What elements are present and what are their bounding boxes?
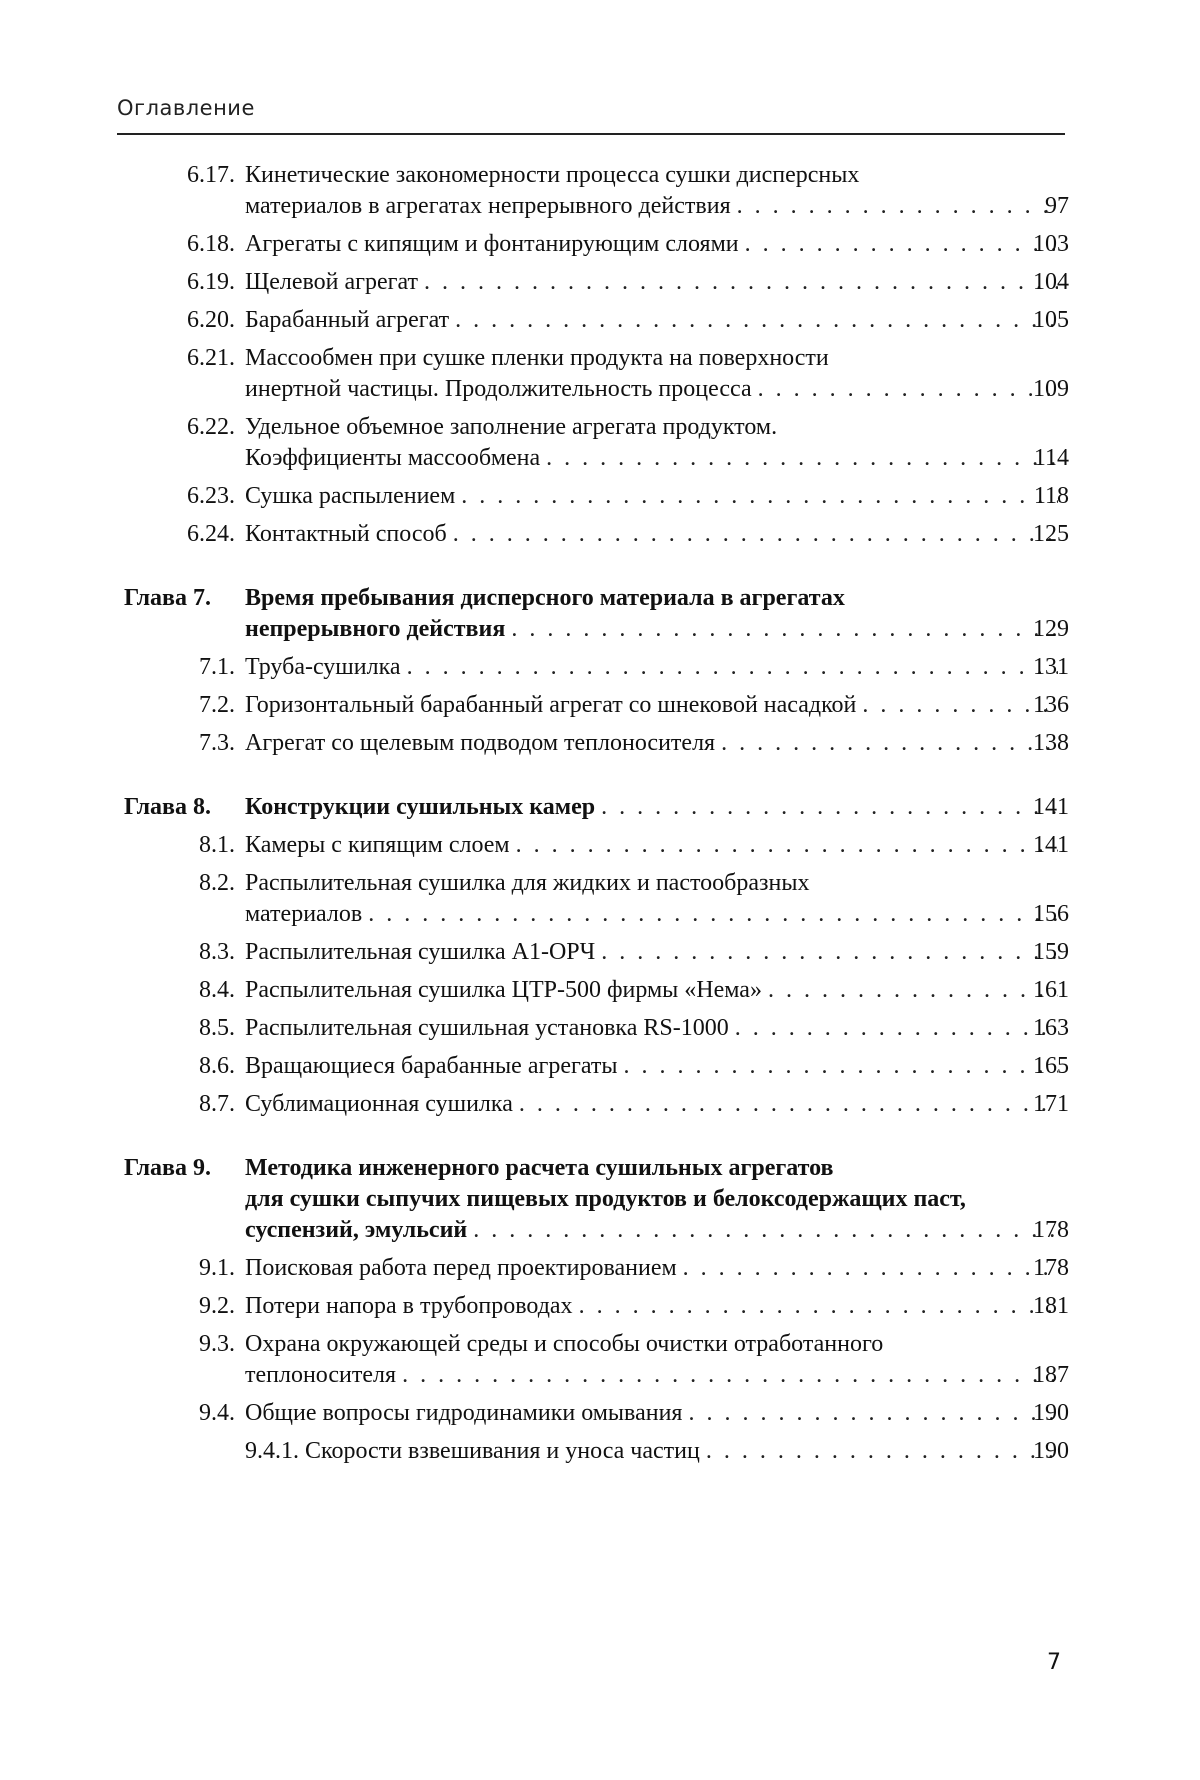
entry-title-line: Время пребывания дисперсного материала в агрегатах	[245, 585, 845, 611]
page-reference: 104	[1033, 269, 1069, 295]
entry-title-line: Сушка распылением	[245, 483, 456, 509]
page-reference: 138	[1033, 730, 1069, 756]
entry-title-line: Камеры с кипящим слоем	[245, 832, 510, 858]
leader-dots	[461, 481, 1058, 512]
entry-title-line: 9.4.1. Скорости взвешивания и уноса частиц	[245, 1438, 700, 1464]
chapter-number: Глава 9.	[124, 1155, 211, 1181]
leader-dots	[546, 443, 1058, 474]
section-number: 6.19.	[187, 269, 235, 295]
section-number: 9.2.	[199, 1293, 235, 1319]
section-number: 6.18.	[187, 231, 235, 257]
leader-dots	[453, 519, 1058, 550]
page-reference: 125	[1033, 521, 1069, 547]
page-reference: 163	[1033, 1015, 1069, 1041]
entry-title-line: Агрегат со щелевым подводом теплоносителя	[245, 730, 716, 756]
section-number: 8.2.	[199, 870, 235, 896]
entry-title-line: Кинетические закономерности процесса сушки дисперсных	[245, 162, 860, 188]
section-number: 6.24.	[187, 521, 235, 547]
section-number: 6.17.	[187, 162, 235, 188]
entry-title-line: непрерывного действия	[245, 616, 506, 642]
leader-dots	[735, 1013, 1058, 1044]
section-number: 6.20.	[187, 307, 235, 333]
section-number: 9.4.	[199, 1400, 235, 1426]
entry-title-line: Конструкции сушильных камер	[245, 794, 596, 820]
leader-dots	[758, 374, 1058, 405]
page-reference: 118	[1033, 483, 1069, 509]
section-number: 7.2.	[199, 692, 235, 718]
entry-title-line: Горизонтальный барабанный агрегат со шнековой насадкой	[245, 692, 857, 718]
entry-title-line: Распылительная сушильная установка RS-1000	[245, 1015, 729, 1041]
leader-dots	[745, 229, 1058, 260]
entry-title-line: Труба-сушилка	[245, 654, 401, 680]
leader-dots	[601, 792, 1058, 823]
page-reference: 97	[1045, 193, 1069, 219]
page-reference: 178	[1033, 1217, 1069, 1243]
entry-title-line: материалов	[245, 901, 363, 927]
entry-title-line: Методика инженерного расчета сушильных агрегатов	[245, 1155, 834, 1181]
entry-title-line: Распылительная сушилка А1-ОРЧ	[245, 939, 596, 965]
section-number: 7.3.	[199, 730, 235, 756]
entry-title-line: Массообмен при сушке пленки продукта на поверхности	[245, 345, 829, 371]
page-reference: 190	[1033, 1438, 1069, 1464]
entry-title-line: Общие вопросы гидродинамики омывания	[245, 1400, 683, 1426]
page-reference: 105	[1033, 307, 1069, 333]
entry-title-line: теплоносителя	[245, 1362, 397, 1388]
leader-dots	[688, 1398, 1058, 1429]
page-reference: 109	[1033, 376, 1069, 402]
section-number: 8.1.	[199, 832, 235, 858]
entry-title-line: Распылительная сушилка ЦТР-500 фирмы «Нема»	[245, 977, 762, 1003]
page-reference: 161	[1033, 977, 1069, 1003]
leader-dots	[368, 899, 1058, 930]
section-number: 6.22.	[187, 414, 235, 440]
page-reference: 141	[1033, 832, 1069, 858]
entry-title-line: Потери напора в трубопроводах	[245, 1293, 573, 1319]
section-number: 6.23.	[187, 483, 235, 509]
page-reference: 181	[1033, 1293, 1069, 1319]
entry-title-line: Щелевой агрегат	[245, 269, 419, 295]
leader-dots	[407, 652, 1058, 683]
section-number: 9.1.	[199, 1255, 235, 1281]
page-reference: 103	[1033, 231, 1069, 257]
leader-dots	[721, 728, 1058, 759]
chapter-number: Глава 7.	[124, 585, 211, 611]
leader-dots	[402, 1360, 1058, 1391]
leader-dots	[623, 1051, 1058, 1082]
leader-dots	[862, 690, 1058, 721]
entry-title-line: Вращающиеся барабанные агрегаты	[245, 1053, 618, 1079]
leader-dots	[455, 305, 1058, 336]
page-number: 7	[1047, 1650, 1061, 1675]
page-reference: 178	[1033, 1255, 1069, 1281]
entry-title-line: Контактный способ	[245, 521, 447, 547]
entry-title-line: Удельное объемное заполнение агрегата продуктом.	[245, 414, 778, 440]
entry-title-line: суспензий, эмульсий	[245, 1217, 468, 1243]
section-number: 6.21.	[187, 345, 235, 371]
page-reference: 190	[1033, 1400, 1069, 1426]
leader-dots	[473, 1215, 1058, 1246]
header-rule	[117, 133, 1065, 135]
section-number: 8.3.	[199, 939, 235, 965]
page-reference: 159	[1033, 939, 1069, 965]
entry-title-line: материалов в агрегатах непрерывного действия	[245, 193, 731, 219]
leader-dots	[737, 191, 1058, 222]
entry-title-line: инертной частицы. Продолжительность процесса	[245, 376, 752, 402]
entry-title-line: Охрана окружающей среды и способы очистки отработанного	[245, 1331, 884, 1357]
page-reference: 129	[1033, 616, 1069, 642]
leader-dots	[768, 975, 1058, 1006]
entry-title-line: Коэффициенты массообмена	[245, 445, 541, 471]
leader-dots	[579, 1291, 1058, 1322]
page-reference: 156	[1033, 901, 1069, 927]
section-number: 8.7.	[199, 1091, 235, 1117]
section-number: 8.4.	[199, 977, 235, 1003]
entry-title-line: Барабанный агрегат	[245, 307, 450, 333]
leader-dots	[706, 1436, 1058, 1467]
running-header: Оглавление	[117, 96, 255, 120]
page-reference: 141	[1033, 794, 1069, 820]
page-reference: 171	[1033, 1091, 1069, 1117]
page-reference: 114	[1033, 445, 1069, 471]
page-reference: 165	[1033, 1053, 1069, 1079]
leader-dots	[511, 614, 1058, 645]
leader-dots	[601, 937, 1058, 968]
leader-dots	[519, 1089, 1058, 1120]
entry-title-line: Поисковая работа перед проектированием	[245, 1255, 677, 1281]
page-reference: 136	[1033, 692, 1069, 718]
page-reference: 131	[1033, 654, 1069, 680]
entry-title-line: Агрегаты с кипящим и фонтанирующим слоями	[245, 231, 739, 257]
section-number: 9.3.	[199, 1331, 235, 1357]
chapter-number: Глава 8.	[124, 794, 211, 820]
section-number: 7.1.	[199, 654, 235, 680]
entry-title-line: Сублимационная сушилка	[245, 1091, 513, 1117]
leader-dots	[683, 1253, 1058, 1284]
entry-title-line: для сушки сыпучих пищевых продуктов и белоксодержащих паст,	[245, 1186, 966, 1212]
page-reference: 187	[1033, 1362, 1069, 1388]
section-number: 8.6.	[199, 1053, 235, 1079]
leader-dots	[424, 267, 1058, 298]
section-number: 8.5.	[199, 1015, 235, 1041]
entry-title-line: Распылительная сушилка для жидких и пастообразных	[245, 870, 810, 896]
leader-dots	[516, 830, 1058, 861]
